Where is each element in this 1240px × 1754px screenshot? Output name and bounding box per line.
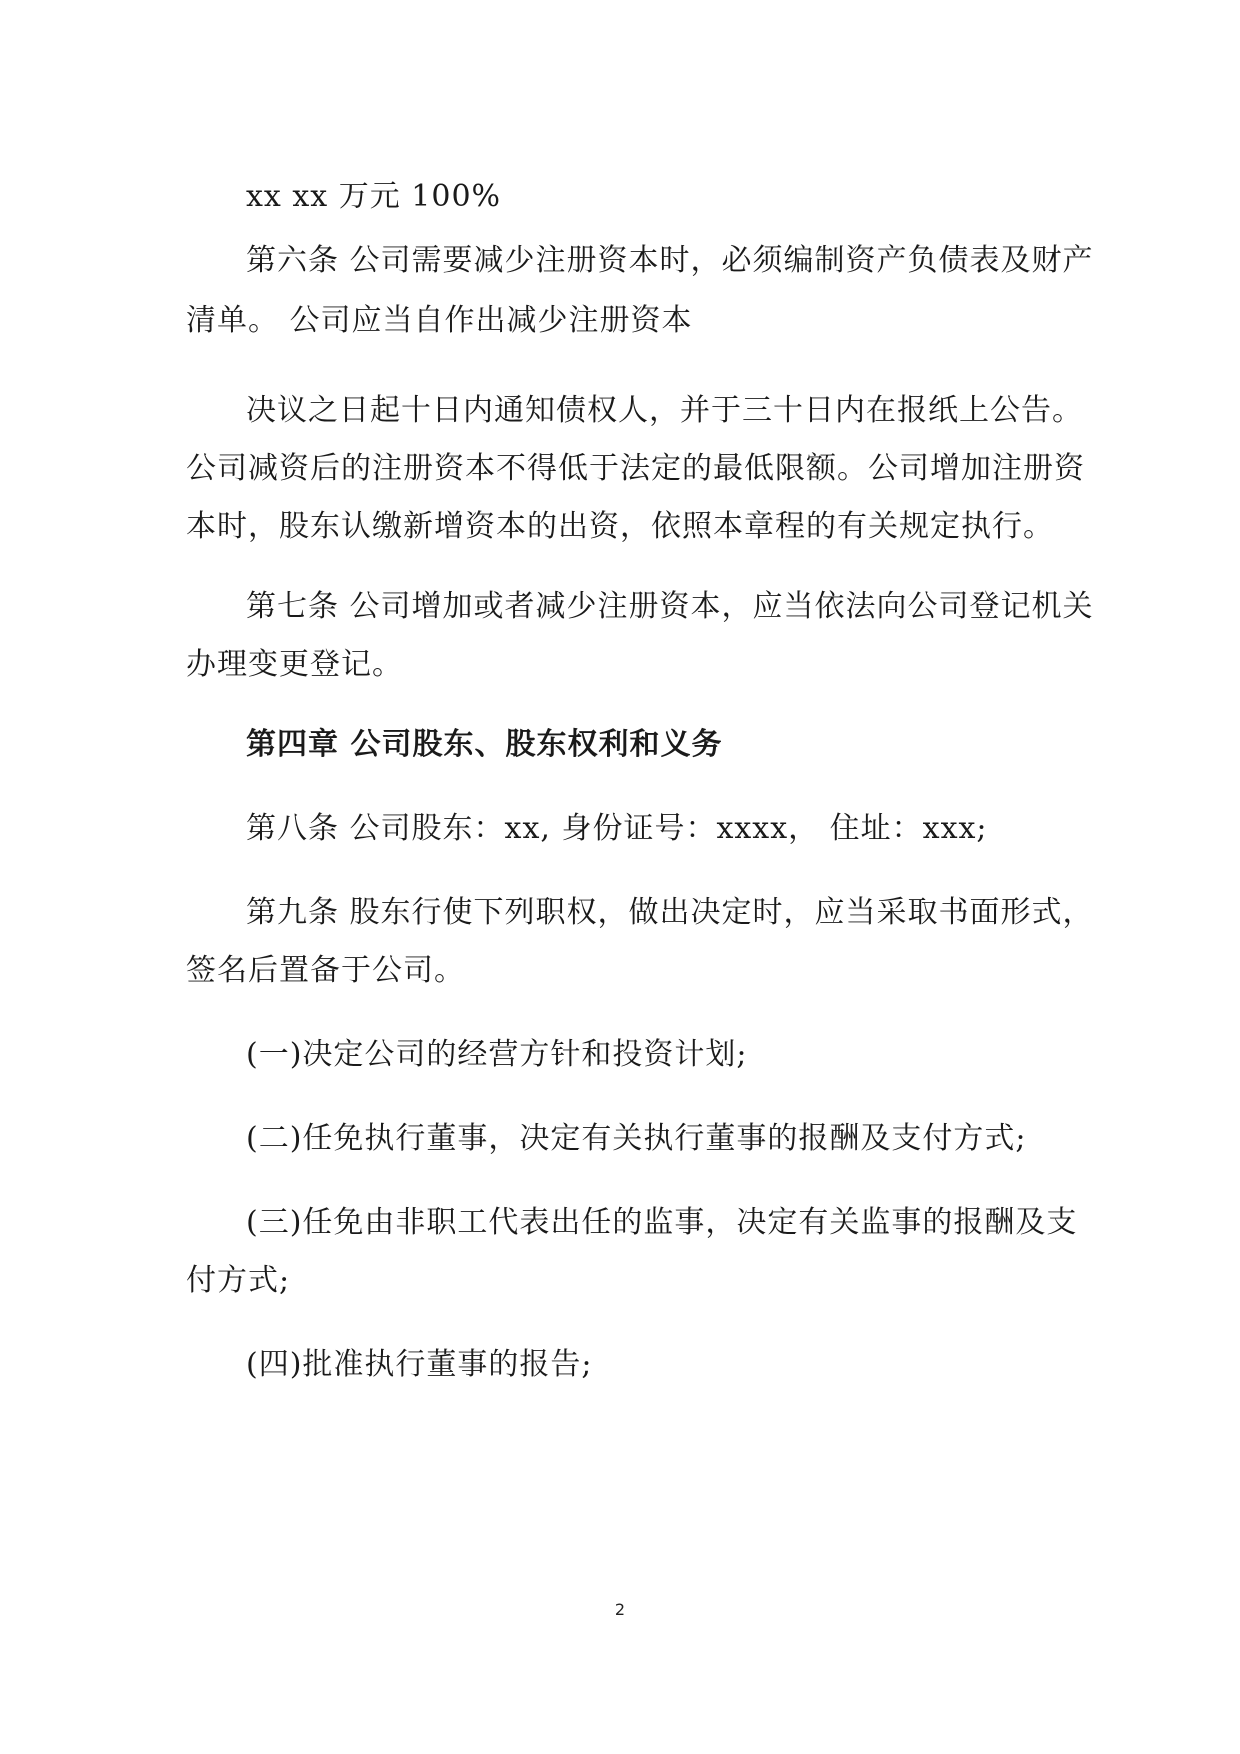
chapter-4-heading: 第四章 公司股东、股东权利和义务 xyxy=(246,727,723,762)
article-7-line-1: 第七条 公司增加或者减少注册资本，应当依法向公司登记机关 xyxy=(246,589,1094,624)
capital-line: xx xx 万元 100% xyxy=(246,179,502,214)
article-6-line-2: 清单。 公司应当自作出减少注册资本 xyxy=(186,303,693,338)
article-7-line-2: 办理变更登记。 xyxy=(186,647,403,682)
article-6-line-4: 公司减资后的注册资本不得低于法定的最低限额。公司增加注册资 xyxy=(186,451,1085,486)
item-3-line-1: (三)任免由非职工代表出任的监事，决定有关监事的报酬及支 xyxy=(246,1205,1078,1240)
article-6-line-5: 本时，股东认缴新增资本的出资，依照本章程的有关规定执行。 xyxy=(186,509,1054,544)
item-3-line-2: 付方式; xyxy=(186,1263,291,1298)
item-4-line: (四)批准执行董事的报告; xyxy=(246,1347,593,1382)
article-6-line-3: 决议之日起十日内通知债权人，并于三十日内在报纸上公告。 xyxy=(246,393,1083,428)
article-8-line: 第八条 公司股东：xx, 身份证号：xxxx， 住址：xxx; xyxy=(246,811,988,846)
item-1-line: (一)决定公司的经营方针和投资计划; xyxy=(246,1037,748,1072)
page-number: 2 xyxy=(614,1600,626,1619)
article-6-line-1: 第六条 公司需要减少注册资本时，必须编制资产负债表及财产 xyxy=(246,243,1094,278)
article-9-line-2: 签名后置备于公司。 xyxy=(186,953,465,988)
article-9-line-1: 第九条 股东行使下列职权，做出决定时，应当采取书面形式， xyxy=(246,895,1094,930)
item-2-line: (二)任免执行董事，决定有关执行董事的报酬及支付方式; xyxy=(246,1121,1027,1156)
